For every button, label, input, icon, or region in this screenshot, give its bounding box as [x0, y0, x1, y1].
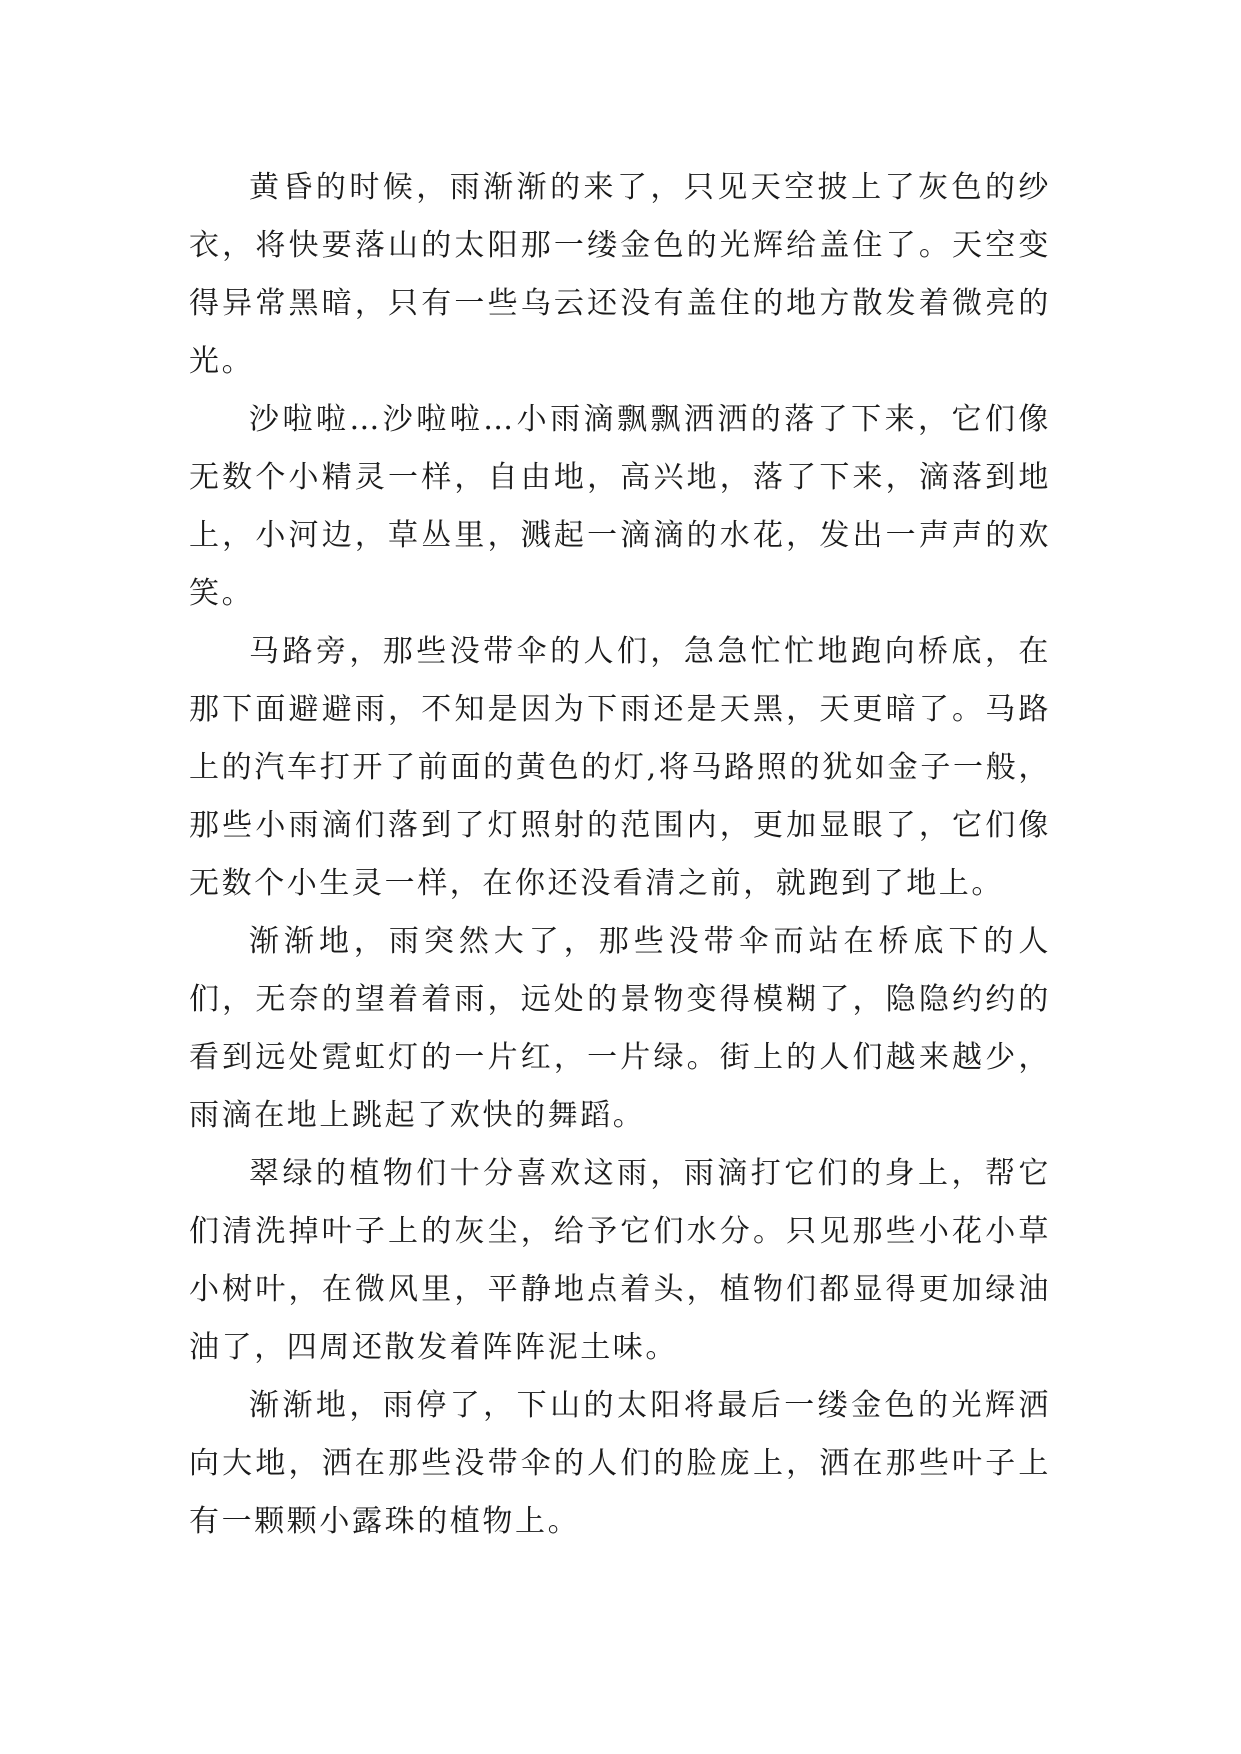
essay-body	[189, 159, 1051, 1551]
paragraph-4: 渐渐地，雨突然大了，那些没带伞而站在桥底下的人们，无奈的望着着雨，远处的景物变得模糊了，隐隐约约的看到远处霓虹灯的一片红，一片绿。街上的人们越来越少，雨滴在地上跳起了欢快的舞蹈。	[189, 924, 1051, 1133]
paragraph-5: 翠绿的植物们十分喜欢这雨，雨滴打它们的身上，帮它们清洗掉叶子上的灰尘，给予它们水分。只见那些小花小草小树叶，在微风里，平静地点着头，植物们都显得更加绿油油了，四周还散发着阵阵泥土味。	[189, 1156, 1051, 1365]
paragraph-6: 渐渐地，雨停了，下山的太阳将最后一缕金色的光辉洒向大地，洒在那些没带伞的人们的脸庞上，洒在那些叶子上有一颗颗小露珠的植物上。	[189, 1388, 1051, 1539]
paragraph-3: 马路旁，那些没带伞的人们，急急忙忙地跑向桥底，在那下面避避雨，不知是因为下雨还是天黑，天更暗了。马路上的汽车打开了前面的黄色的灯,将马路照的犹如金子一般，那些小雨滴们落到了灯照射的范围内，更加显眼了，它们像无数个小生灵一样，在你还没看清之前，就跑到了地上。	[189, 634, 1051, 901]
paragraph-2: 沙啦啦…沙啦啦…小雨滴飘飘洒洒的落了下来，它们像无数个小精灵一样，自由地，高兴地，落了下来，滴落到地上，小河边，草丛里，溅起一滴滴的水花，发出一声声的欢笑。	[189, 402, 1051, 611]
paragraph-1: 黄昏的时候，雨渐渐的来了，只见天空披上了灰色的纱衣，将快要落山的太阳那一缕金色的光辉给盖住了。天空变得异常黑暗，只有一些乌云还没有盖住的地方散发着微亮的光。	[189, 170, 1051, 379]
